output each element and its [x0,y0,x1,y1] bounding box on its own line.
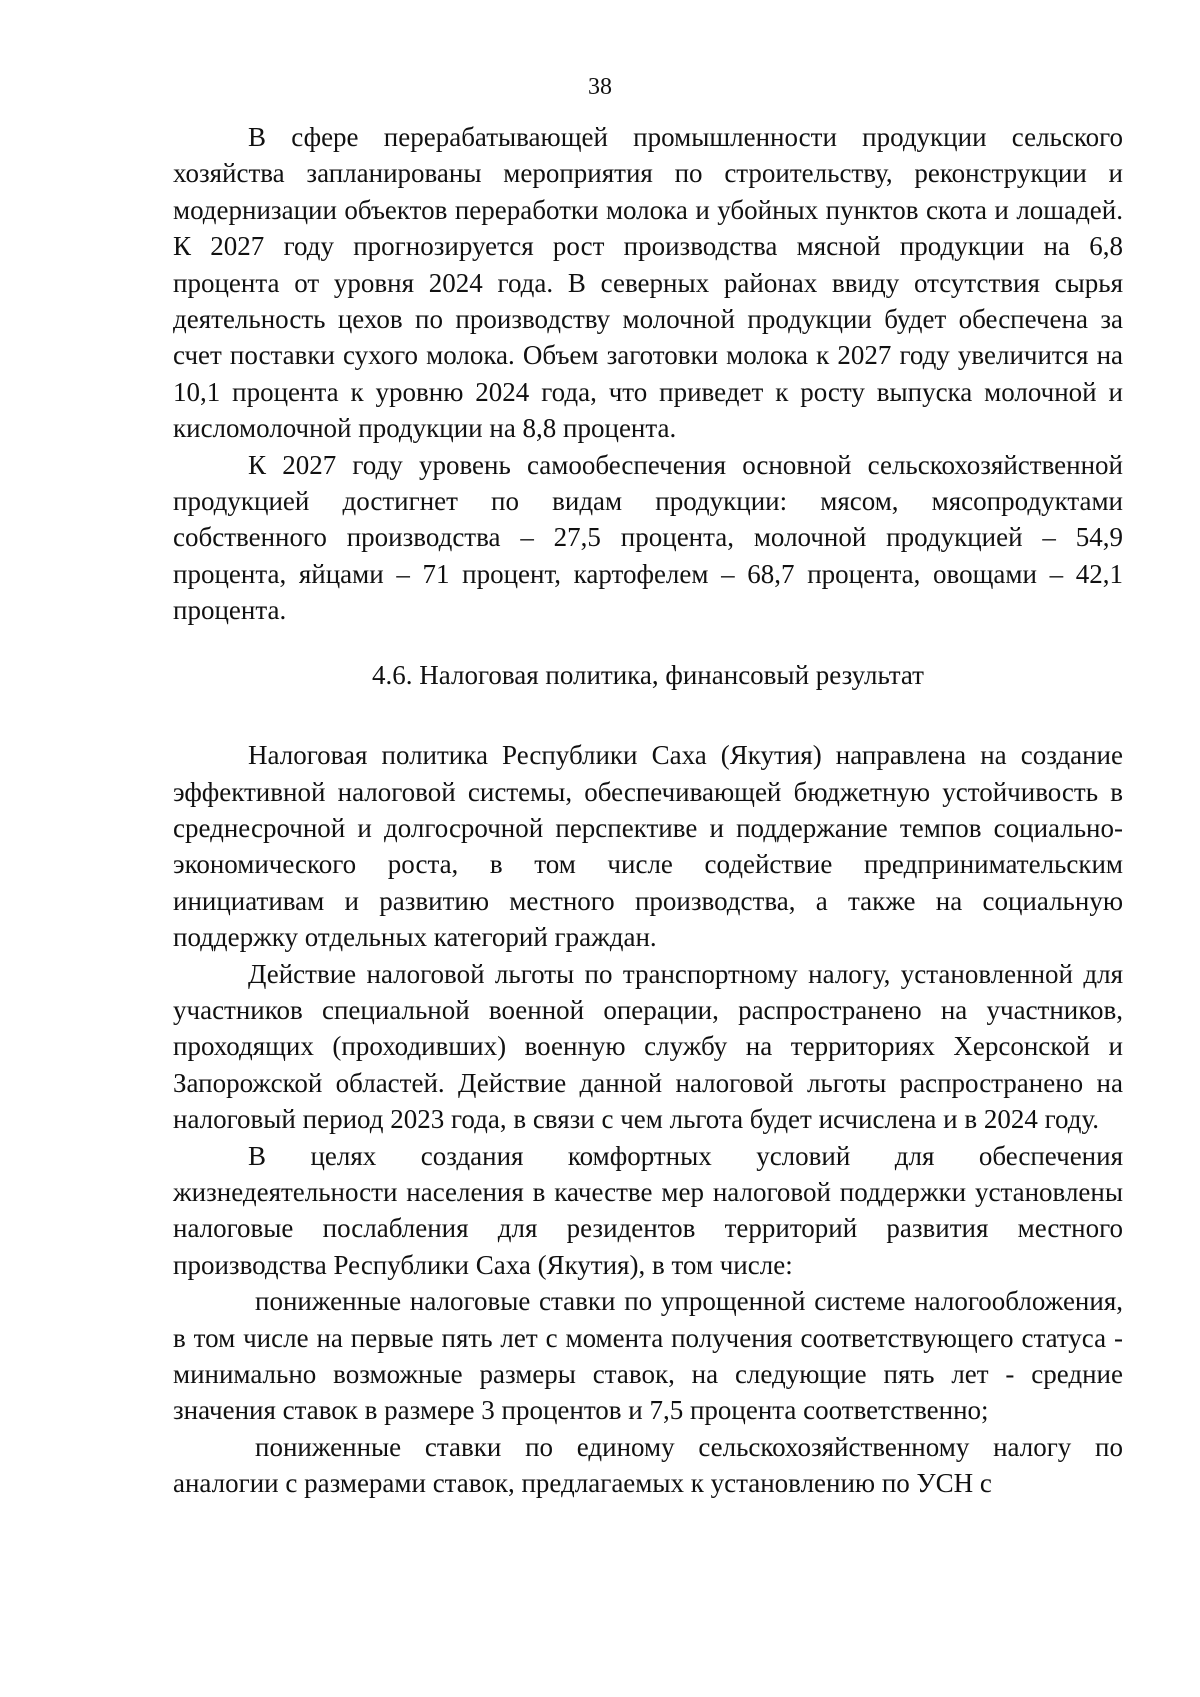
paragraph-processing-industry: В сфере перерабатывающей промышленности продукции сельского хозяйства запланированы мероприятия по строительству, реконструкции и модернизации объектов переработки молока и убойных пунктов скота и лошадей. К 2027 году прогнозируется рост производства мясной продукции на 6,8 процента от уровня 2024 года. В северных районах ввиду отсутствия сырья деятельность цехов по производству молочной продукции будет обеспечена за счет поставки сухого молока. Объем заготовки молока к 2027 году увеличится на 10,1 процента к уровню 2024 года, что приведет к росту выпуска молочной и кисломолочной продукции на 8,8 процента. [173,122,1123,444]
list-item-usn-rates: пониженные налоговые ставки по упрощенной системе налогообложения, в том числе на первые пять лет с момента получения соответствующего статуса - минимально возможные размеры ставок, на следующие пять лет - средние значения ставок в размере 3 процентов и 7,5 процента соответственно; [173,1286,1123,1426]
section-heading: 4.6. Налоговая политика, финансовый результат [372,659,924,690]
paragraph-tax-policy: Налоговая политика Республики Саха (Якутия) направлена на создание эффективной налоговой системы, обеспечивающей бюджетную устойчивость в среднесрочной и долгосрочной перспективе и поддержание темпов социально-экономического роста, в том числе содействие предпринимательским инициативам и развитию местного производства, а также на социальную поддержку отдельных категорий граждан. [173,740,1123,953]
list-item-esn-rates: пониженные ставки по единому сельскохозяйственному налогу по аналогии с размерами ставок, предлагаемых к установлению по УСН с [173,1431,1123,1499]
page-number: 38 [588,74,612,100]
paragraph-tax-support-measures: В целях создания комфортных условий для обеспечения жизнедеятельности населения в качестве мер налоговой поддержки установлены налоговые послабления для резидентов территорий развития местного производства Республики Саха (Якутия), в том числе: [173,1140,1123,1280]
document-body [173,119,1123,1502]
paragraph-self-sufficiency: К 2027 году уровень самообеспечения основной сельскохозяйственной продукцией достигнет по видам продукции: мясом, мясопродуктами собственного производства – 27,5 процента, молочной продукцией – 54,9 процента, яйцами – 71 процент, картофелем – 68,7 процента, овощами – 42,1 процента. [173,449,1123,626]
paragraph-transport-tax-benefit: Действие налоговой льготы по транспортному налогу, установленной для участников специальной военной операции, распространено на участников, проходящих (проходивших) военную службу на территориях Херсонской и Запорожской областей. Действие данной налоговой льготы распространено на налоговый период 2023 года, в связи с чем льгота будет исчислена и в 2024 году. [173,958,1123,1135]
